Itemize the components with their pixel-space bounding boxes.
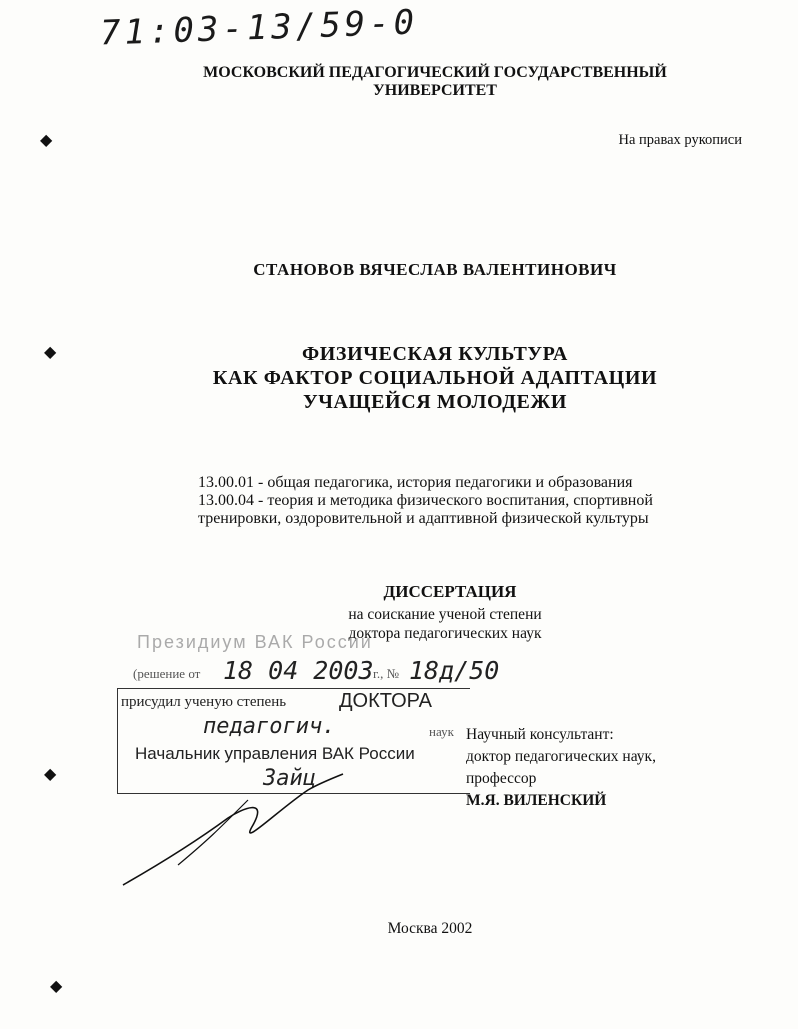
stamp-awarded-label: присудил ученую степень xyxy=(121,694,287,710)
stamp-number: 18д/50 xyxy=(409,656,500,685)
stamp-degree: ДОКТОРА xyxy=(339,690,432,712)
specialty-line: 13.00.04 - теория и методика физического воспитания, спортивной xyxy=(198,492,653,509)
city-year: Москва 2002 xyxy=(387,920,473,937)
stamp-signature-text: Зайц xyxy=(263,766,316,791)
specialty-line: тренировки, оздоровительной и адаптивной физической культуры xyxy=(198,510,649,527)
scan-bullet-icon: ◆ xyxy=(44,766,57,783)
rights-note: На правах рукописи xyxy=(618,132,742,148)
stamp-head-title: Начальник управления ВАК России xyxy=(135,744,415,763)
scan-bullet-icon: ◆ xyxy=(50,978,63,995)
title-line: УЧАЩЕЙСЯ МОЛОДЕЖИ xyxy=(302,391,568,413)
stamp-decision-label: (решение от xyxy=(133,666,201,681)
title-line: ФИЗИЧЕСКАЯ КУЛЬТУРА xyxy=(302,343,568,365)
title-line: КАК ФАКТОР СОЦИАЛЬНОЙ АДАПТАЦИИ xyxy=(212,367,658,389)
university-name: МОСКОВСКИЙ ПЕДАГОГИЧЕСКИЙ ГОСУДАРСТВЕННЫЙ УНИВЕРСИТЕТ xyxy=(203,64,667,99)
author-name: СТАНОВОВ ВЯЧЕСЛАВ ВАЛЕНТИНОВИЧ xyxy=(253,260,617,279)
specialty-codes xyxy=(198,474,758,528)
consultant-name: М.Я. ВИЛЕНСКИЙ xyxy=(466,792,607,809)
stamp-science: педагогич. xyxy=(203,714,336,739)
consultant-position: профессор xyxy=(466,770,537,787)
scan-bullet-icon: ◆ xyxy=(40,132,53,149)
degree-line-2: доктора педагогических наук xyxy=(348,625,542,642)
scientific-consultant xyxy=(466,724,656,812)
scan-bullet-icon: ◆ xyxy=(44,344,57,361)
consultant-degree: доктор педагогических наук, xyxy=(466,748,656,765)
degree-line-1: на соискание ученой степени xyxy=(348,606,542,623)
stamp-number-label: г., № xyxy=(373,666,400,681)
stamp-science-suffix: наук xyxy=(429,724,454,739)
specialty-line: 13.00.01 - общая педагогика, история педагогики и образования xyxy=(198,474,633,491)
consultant-label: Научный консультант: xyxy=(466,726,614,743)
dissertation-heading: ДИССЕРТАЦИЯ xyxy=(383,582,517,601)
dissertation-title xyxy=(130,342,740,414)
stamp-decision-date: 18 04 2003 xyxy=(223,656,374,685)
signature-stroke xyxy=(118,770,348,890)
archive-shelfmark: 71:03-13/59-0 xyxy=(99,2,419,54)
stamp-presidium: Президиум ВАК России xyxy=(137,632,373,652)
